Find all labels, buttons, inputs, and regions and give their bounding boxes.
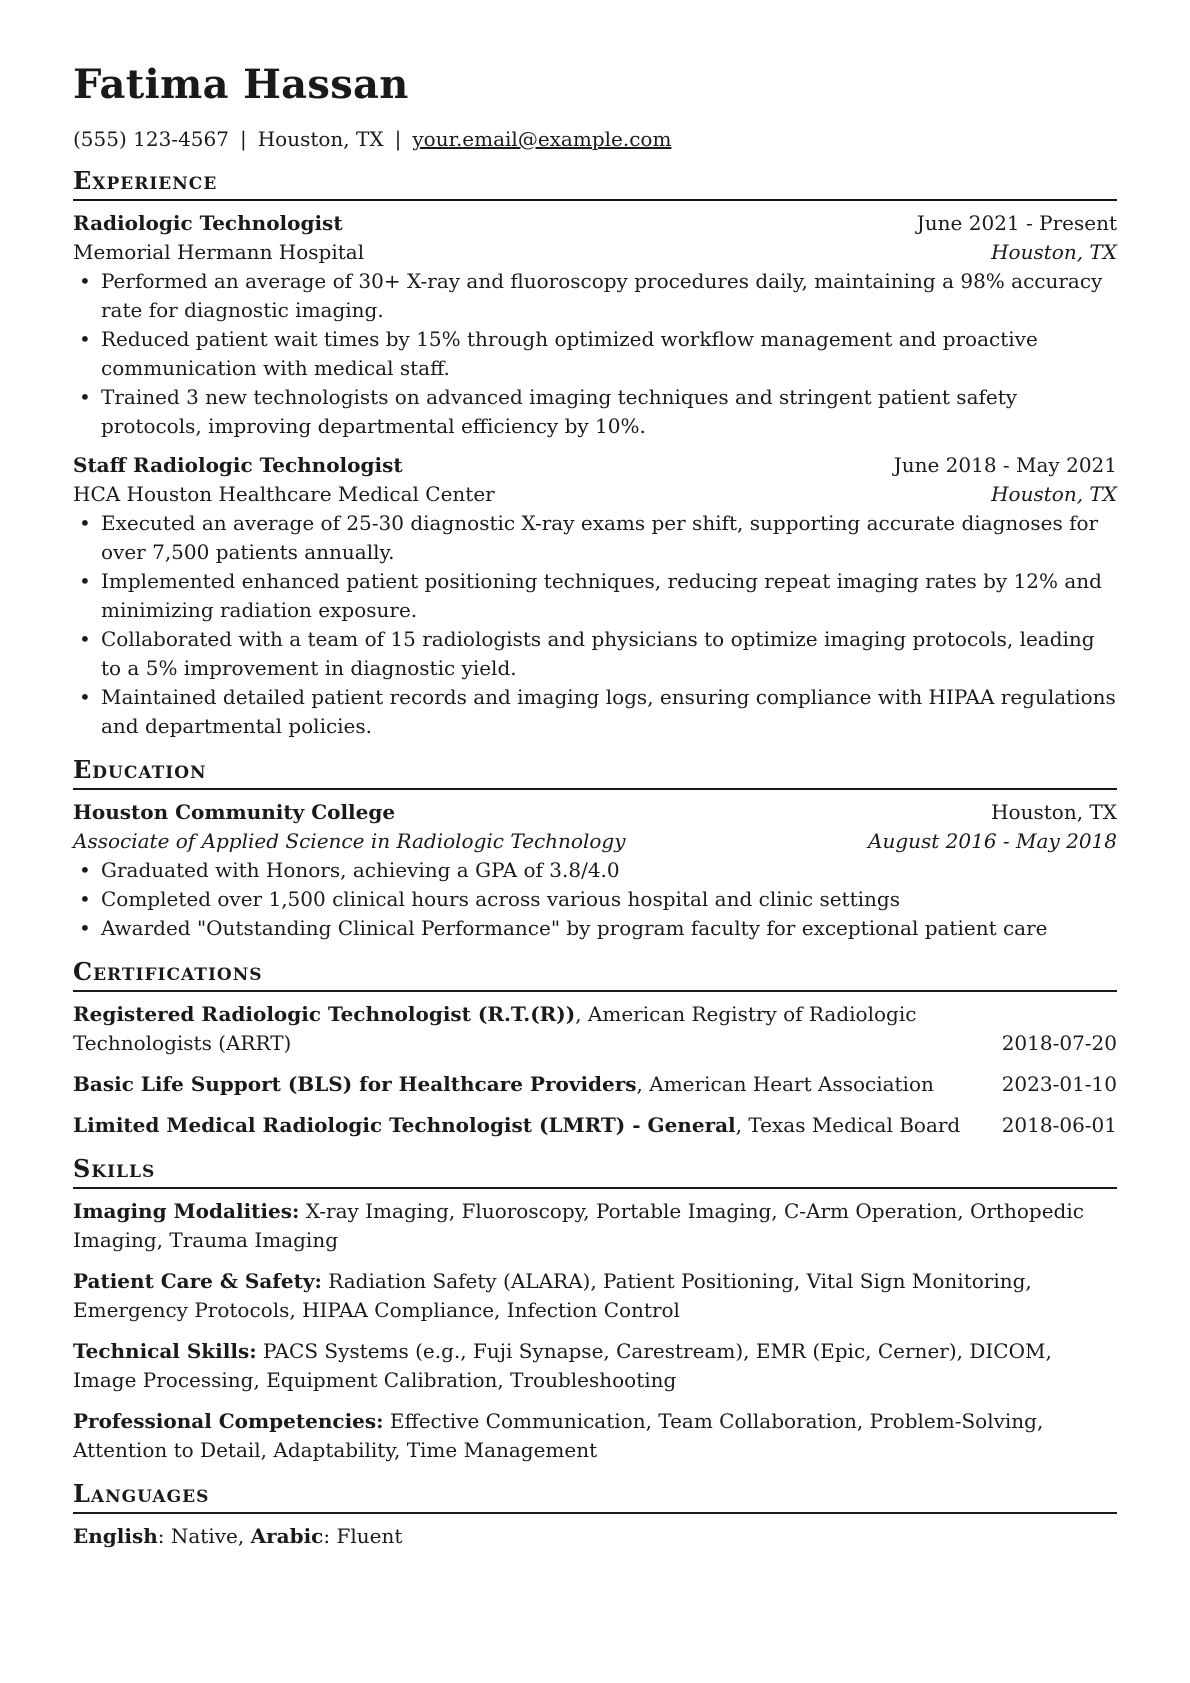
languages-line <box>73 1522 1117 1551</box>
job-title: Radiologic Technologist <box>73 211 343 235</box>
certification-issuer: , Texas Medical Board <box>735 1113 961 1137</box>
bullet: • Implemented enhanced patient positioning techniques, reducing repeat imaging rates by 12% and minimizing radiation exposure. <box>73 567 1117 625</box>
skill-group <box>73 1267 1117 1325</box>
school: Houston Community College <box>73 800 396 824</box>
language-level: : Fluent <box>323 1524 403 1548</box>
bullet: • Collaborated with a team of 15 radiologists and physicians to optimize imaging protocols, leading to a 5% improvement in diagnostic yield. <box>73 625 1117 683</box>
certification-item <box>73 1000 1117 1058</box>
certification-name: Registered Radiologic Technologist (R.T.(R)) <box>73 1002 576 1026</box>
section-title: Education <box>73 755 1117 790</box>
job-dates: June 2018 - May 2021 <box>893 453 1117 477</box>
bullet: • Performed an average of 30+ X-ray and fluoroscopy procedures daily, maintaining a 98% accuracy rate for diagnostic imaging. <box>73 267 1117 325</box>
separator: | <box>394 127 402 151</box>
section-title: Certifications <box>73 957 1117 992</box>
section-title: Languages <box>73 1479 1117 1514</box>
skill-group <box>73 1337 1117 1395</box>
bullet: • Executed an average of 25-30 diagnostic X-ray exams per shift, supporting accurate diagnoses for over 7,500 patients annually. <box>73 509 1117 567</box>
bullet-list <box>73 267 1117 441</box>
certification-issuer: , American Registry of Radiologic Technologists (ARRT) <box>73 1002 917 1055</box>
location: Houston, TX <box>257 127 384 151</box>
bullet: • Completed over 1,500 clinical hours across various hospital and clinic settings <box>73 885 1117 914</box>
job-dates: June 2021 - Present <box>916 211 1117 235</box>
language-name: English <box>73 1524 158 1548</box>
experience-entry <box>73 451 1117 741</box>
job-location: Houston, TX <box>991 482 1117 506</box>
certification-date: 2018-07-20 <box>1001 1031 1117 1055</box>
skill-label: Technical Skills: <box>73 1339 257 1363</box>
skill-value: Effective Communication, Team Collaboration, Problem-Solving, Attention to Detail, Adaptability, Time Management <box>73 1409 1044 1462</box>
experience-section <box>73 166 1117 741</box>
experience-entry <box>73 209 1117 441</box>
company: Memorial Hermann Hospital <box>73 240 365 264</box>
bullet: • Reduced patient wait times by 15% through optimized workflow management and proactive communication with medical staff. <box>73 325 1117 383</box>
candidate-name: Fatima Hassan <box>73 61 409 108</box>
skill-value: PACS Systems (e.g., Fuji Synapse, Carestream), EMR (Epic, Cerner), DICOM, Image Processing, Equipment Calibration, Troubleshooting <box>73 1339 1052 1392</box>
skill-group <box>73 1407 1117 1465</box>
contact-line <box>73 126 1117 152</box>
section-title: Skills <box>73 1154 1117 1189</box>
bullet-list <box>73 509 1117 741</box>
separator: | <box>239 127 247 151</box>
skills-section <box>73 1154 1117 1465</box>
certification-date: 2023-01-10 <box>1001 1072 1117 1096</box>
skill-label: Patient Care & Safety: <box>73 1269 322 1293</box>
phone: (555) 123-4567 <box>73 127 229 151</box>
bullet: • Maintained detailed patient records and imaging logs, ensuring compliance with HIPAA regulations and departmental policies. <box>73 683 1117 741</box>
bullet: • Awarded "Outstanding Clinical Performance" by program faculty for exceptional patient care <box>73 914 1117 943</box>
languages-section <box>73 1479 1117 1551</box>
job-location: Houston, TX <box>991 240 1117 264</box>
certification-name: Limited Medical Radiologic Technologist (LMRT) - General <box>73 1113 736 1137</box>
company: HCA Houston Healthcare Medical Center <box>73 482 495 506</box>
certification-date: 2018-06-01 <box>1001 1113 1117 1137</box>
skill-value: Radiation Safety (ALARA), Patient Positioning, Vital Sign Monitoring, Emergency Protocols, HIPAA Compliance, Infection Control <box>73 1269 1032 1322</box>
email-link[interactable]: your.email@example.com <box>412 127 672 151</box>
certification-item <box>73 1070 1117 1099</box>
certifications-section <box>73 957 1117 1140</box>
skill-label: Imaging Modalities: <box>73 1199 300 1223</box>
skill-group <box>73 1197 1117 1255</box>
certification-item <box>73 1111 1117 1140</box>
bullet-list <box>73 856 1117 943</box>
certification-name: Basic Life Support (BLS) for Healthcare Providers <box>73 1072 637 1096</box>
education-section <box>73 755 1117 943</box>
degree: Associate of Applied Science in Radiologic Technology <box>73 829 626 853</box>
section-title: Experience <box>73 166 1117 201</box>
language-name: Arabic <box>250 1524 324 1548</box>
bullet: • Graduated with Honors, achieving a GPA of 3.8/4.0 <box>73 856 1117 885</box>
skill-value: X-ray Imaging, Fluoroscopy, Portable Imaging, C-Arm Operation, Orthopedic Imaging, Trauma Imaging <box>73 1199 1084 1252</box>
job-title: Staff Radiologic Technologist <box>73 453 403 477</box>
education-dates: August 2016 - May 2018 <box>868 829 1117 853</box>
certification-issuer: , American Heart Association <box>636 1072 934 1096</box>
skill-label: Professional Competencies: <box>73 1409 384 1433</box>
language-level: : Native, <box>157 1524 251 1548</box>
bullet: • Trained 3 new technologists on advanced imaging techniques and stringent patient safety protocols, improving departmental efficiency by 10%. <box>73 383 1117 441</box>
school-location: Houston, TX <box>991 800 1117 824</box>
